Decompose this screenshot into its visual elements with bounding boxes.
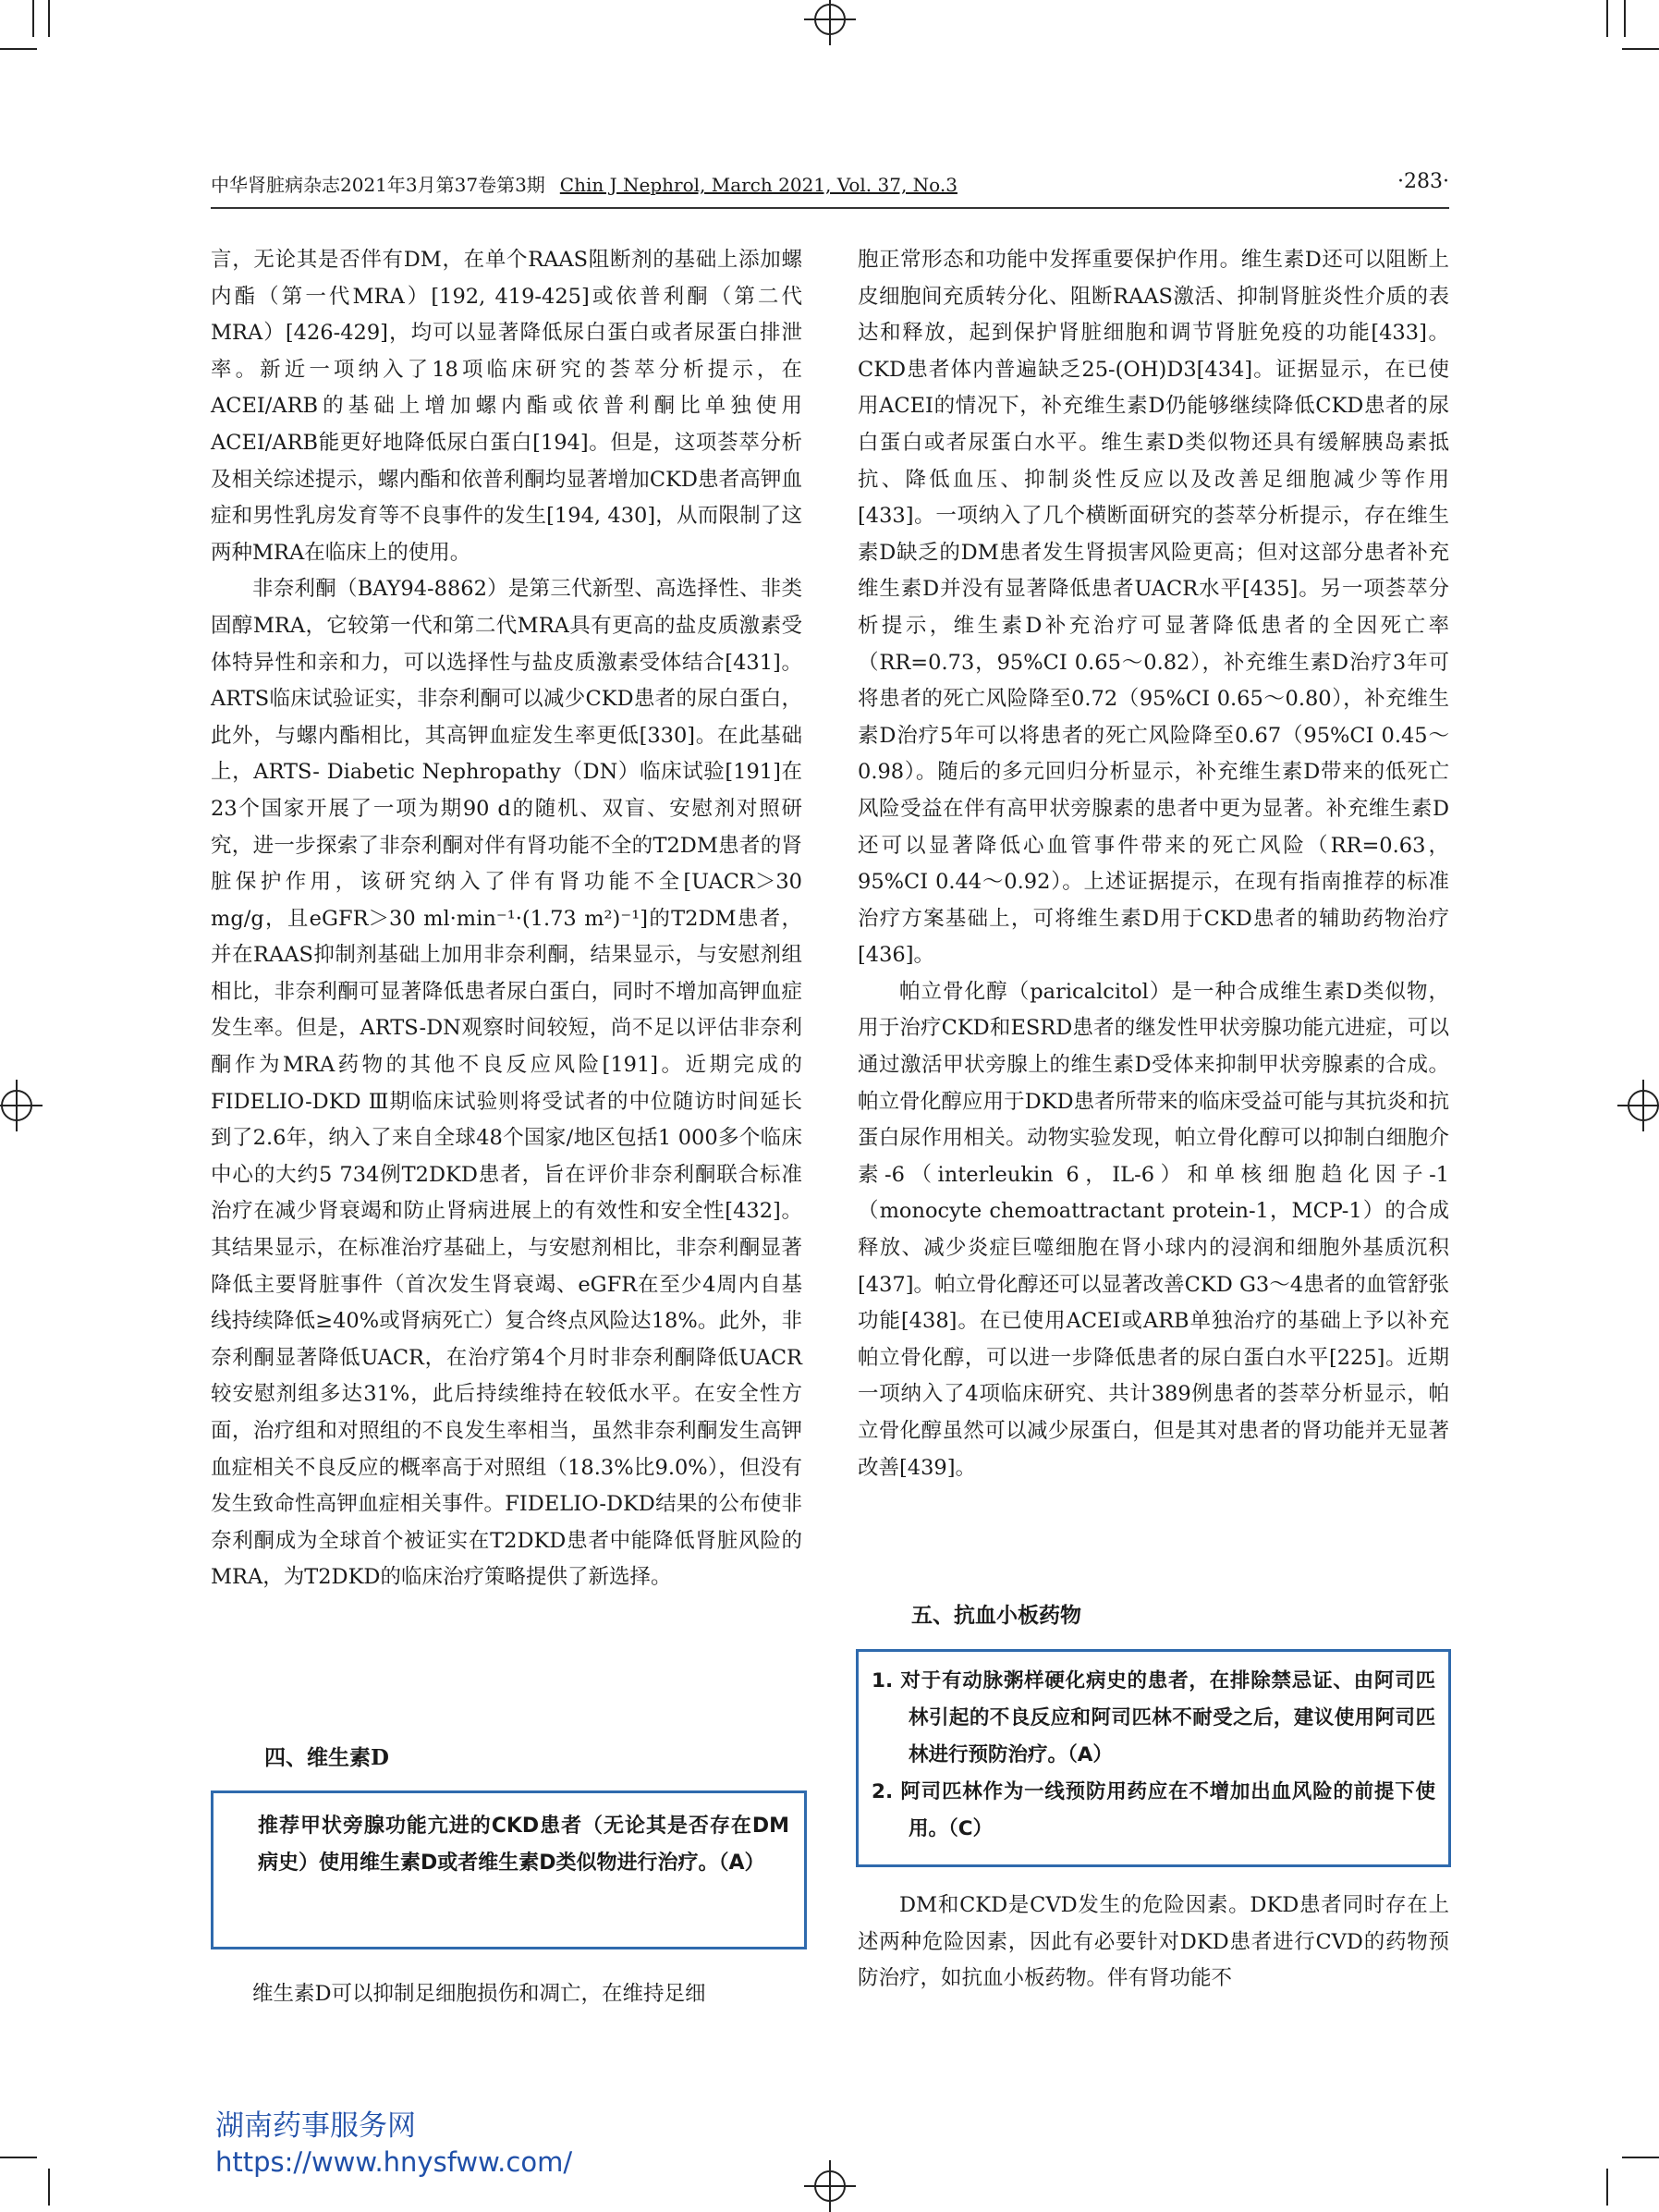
- left-column-tail: [211, 1976, 802, 2013]
- registration-mark-right: [1617, 1080, 1659, 1131]
- right-column-tail: [858, 1888, 1449, 1998]
- registration-mark-left: [0, 1080, 43, 1131]
- crop-mark-br-v: [1606, 2169, 1608, 2206]
- crop-mark-tr-v2: [1624, 0, 1626, 37]
- right-column: [858, 242, 1449, 1486]
- recommendation-list: [872, 1663, 1435, 1848]
- right-paragraph-3: DM和CKD是CVD发生的危险因素。DKD患者同时存在上述两种危险因素，因此有必要针对DKD患者进行CVD的药物预防治疗，如抗血小板药物。伴有肾功能不: [858, 1893, 1449, 1991]
- recommendation-box-vitamin-d: [211, 1790, 807, 1949]
- crop-mark-tl-h: [0, 48, 37, 50]
- right-paragraph-2: 帕立骨化醇（paricalcitol）是一种合成维生素D类似物，用于治疗CKD和ESRD患者的继发性甲状旁腺功能亢进症，可以通过激活甲状旁腺上的维生素D受体来抑制甲状旁腺素的合成。帕立骨化醇应用于DKD患者所带来的临床受益可能与其抗炎和抗蛋白尿作用相关。动物实验发现，帕立骨化醇可以抑制白细胞介素-6（interleukin 6，IL-6）和单核细胞趋化因子-1（monocyte chemoattractant protein-1，MCP-1）的合成释放、减少炎症巨噬细胞在肾小球内的浸润和细胞外基质沉积[437]。帕立骨化醇还可以显著改善CKD G3～4患者的血管舒张功能[438]。在已使用ACEI或ARB单独治疗的基础上予以补充帕立骨化醇，可以进一步降低患者的尿白蛋白水平[225]。近期一项纳入了4项临床研究、共计389例患者的荟萃分析显示，帕立骨化醇虽然可以减少尿蛋白，但是其对患者的肾功能并无显著改善[439]。: [858, 979, 1449, 1480]
- journal-title-en: Chin J Nephrol, March 2021, Vol. 37, No.3: [559, 174, 958, 196]
- registration-mark-top: [804, 0, 856, 45]
- crop-mark-bl-v: [48, 2169, 50, 2206]
- crop-mark-br-h: [1622, 2157, 1659, 2158]
- crop-mark-bl-h: [0, 2157, 37, 2158]
- left-column: [211, 242, 802, 1596]
- page-number: ·283·: [1397, 170, 1449, 193]
- recommendation-box-antiplatelet: [856, 1649, 1451, 1867]
- left-paragraph-1: 言，无论其是否伴有DM，在单个RAAS阻断剂的基础上添加螺内酯（第一代MRA）[192, 419-425]或依普利酮（第二代MRA）[426-429]，均可以显著降低尿白蛋白或者尿蛋白排泄率。新近一项纳入了18项临床研究的荟萃分析提示，在ACEI/ARB的基础上增加螺内酯或依普利酮比单独使用ACEI/ARB能更好地降低尿白蛋白[194]。但是，这项荟萃分析及相关综述提示，螺内酯和依普利酮均显著增加CKD患者高钾血症和男性乳房发育等不良事件的发生[194, 430]，从而限制了这两种MRA在临床上的使用。: [211, 248, 802, 565]
- section-5-heading: 五、抗血小板药物: [911, 1603, 1081, 1628]
- crop-mark-tr-h: [1622, 48, 1659, 50]
- recommendation-item: 1. 对于有动脉粥样硬化病史的患者，在排除禁忌证、由阿司匹林引起的不良反应和阿司匹林不耐受之后，建议使用阿司匹林进行预防治疗。（A）: [872, 1669, 1435, 1766]
- crop-mark-tr-v: [1606, 0, 1608, 37]
- recommendation-text: 推荐甲状旁腺功能亢进的CKD患者（无论其是否存在DM病史）使用维生素D或者维生素D类似物进行治疗。（A）: [258, 1815, 789, 1875]
- header-rule: [211, 207, 1449, 209]
- right-paragraph-1: 胞正常形态和功能中发挥重要保护作用。维生素D还可以阻断上皮细胞间充质转分化、阻断RAAS激活、抑制肾脏炎性介质的表达和释放，起到保护肾脏细胞和调节肾脏免疫的功能[433]。CKD患者体内普遍缺乏25-(OH)D3[434]。证据显示，在已使用ACEI的情况下，补充维生素D仍能够继续降低CKD患者的尿白蛋白或者尿蛋白水平。维生素D类似物还具有缓解胰岛素抵抗、降低血压、抑制炎性反应以及改善足细胞减少等作用[433]。一项纳入了几个横断面研究的荟萃分析提示，存在维生素D缺乏的DM患者发生肾损害风险更高；但对这部分患者补充维生素D并没有显著降低患者UACR水平[435]。另一项荟萃分析提示，维生素D补充治疗可显著降低患者的全因死亡率（RR=0.73，95%CI 0.65～0.82），补充维生素D治疗3年可将患者的死亡风险降至0.72（95%CI 0.65～0.80），补充维生素D治疗5年可以将患者的死亡风险降至0.67（95%CI 0.45～0.98）。随后的多元回归分析显示，补充维生素D带来的低死亡风险受益在伴有高甲状旁腺素的患者中更为显著。补充维生素D还可以显著降低心血管事件带来的死亡风险（RR=0.63，95%CI 0.44～0.92）。上述证据提示，在现有指南推荐的标准治疗方案基础上，可将维生素D用于CKD患者的辅助药物治疗[436]。: [858, 248, 1449, 968]
- running-header: [211, 170, 1449, 202]
- crop-mark-tl-v: [32, 0, 34, 37]
- section-4-heading: 四、维生素D: [264, 1745, 389, 1770]
- left-paragraph-2: 非奈利酮（BAY94-8862）是第三代新型、高选择性、非类固醇MRA，它较第一代和第二代MRA具有更高的盐皮质激素受体特异性和亲和力，可以选择性与盐皮质激素受体结合[431]。ARTS临床试验证实，非奈利酮可以减少CKD患者的尿白蛋白，此外，与螺内酯相比，其高钾血症发生率更低[330]。在此基础上，ARTS- Diabetic Nephropathy（DN）临床试验[191]在23个国家开展了一项为期90 d的随机、双盲、安慰剂对照研究，进一步探索了非奈利酮对伴有肾功能不全的T2DM患者的肾脏保护作用，该研究纳入了伴有肾功能不全[UACR＞30 mg/g，且eGFR＞30 ml·min⁻¹·(1.73 m²)⁻¹]的T2DM患者，并在RAAS抑制剂基础上加用非奈利酮，结果显示，与安慰剂组相比，非奈利酮可显著降低患者尿白蛋白，同时不增加高钾血症发生率。但是，ARTS-DN观察时间较短，尚不足以评估非奈利酮作为MRA药物的其他不良反应风险[191]。近期完成的FIDELIO-DKD Ⅲ期临床试验则将受试者的中位随访时间延长到了2.6年，纳入了来自全球48个国家/地区包括1 000多个临床中心的大约5 734例T2DKD患者，旨在评价非奈利酮联合标准治疗在减少肾衰竭和防止肾病进展上的有效性和安全性[432]。其结果显示，在标准治疗基础上，与安慰剂相比，非奈利酮显著降低主要肾脏事件（首次发生肾衰竭、eGFR在至少4周内自基线持续降低≥40%或肾病死亡）复合终点风险达18%。此外，非奈利酮显著降低UACR，在治疗第4个月时非奈利酮降低UACR较安慰剂组多达31%，此后持续维持在较低水平。在安全性方面，治疗组和对照组的不良发生率相当，虽然非奈利酮发生高钾血症相关不良反应的概率高于对照组（18.3%比9.0%），但没有发生致命性高钾血症相关事件。FIDELIO-DKD结果的公布使非奈利酮成为全球首个被证实在T2DKD患者中能降低肾脏风险的MRA，为T2DKD的临床治疗策略提供了新选择。: [211, 577, 802, 1590]
- left-paragraph-3: 维生素D可以抑制足细胞损伤和凋亡，在维持足细: [252, 1982, 706, 2006]
- journal-citation: [211, 170, 958, 197]
- journal-title-cn: 中华肾脏病杂志2021年3月第37卷第3期: [211, 174, 545, 196]
- watermark-url[interactable]: https://www.hnysfww.com/: [215, 2146, 573, 2178]
- recommendation-item: 2. 阿司匹林作为一线预防用药应在不增加出血风险的前提下使用。（C）: [872, 1780, 1435, 1840]
- watermark-site-name: 湖南药事服务网: [215, 2109, 416, 2143]
- registration-mark-bottom: [804, 2160, 856, 2212]
- crop-mark-tl-v2: [48, 0, 50, 37]
